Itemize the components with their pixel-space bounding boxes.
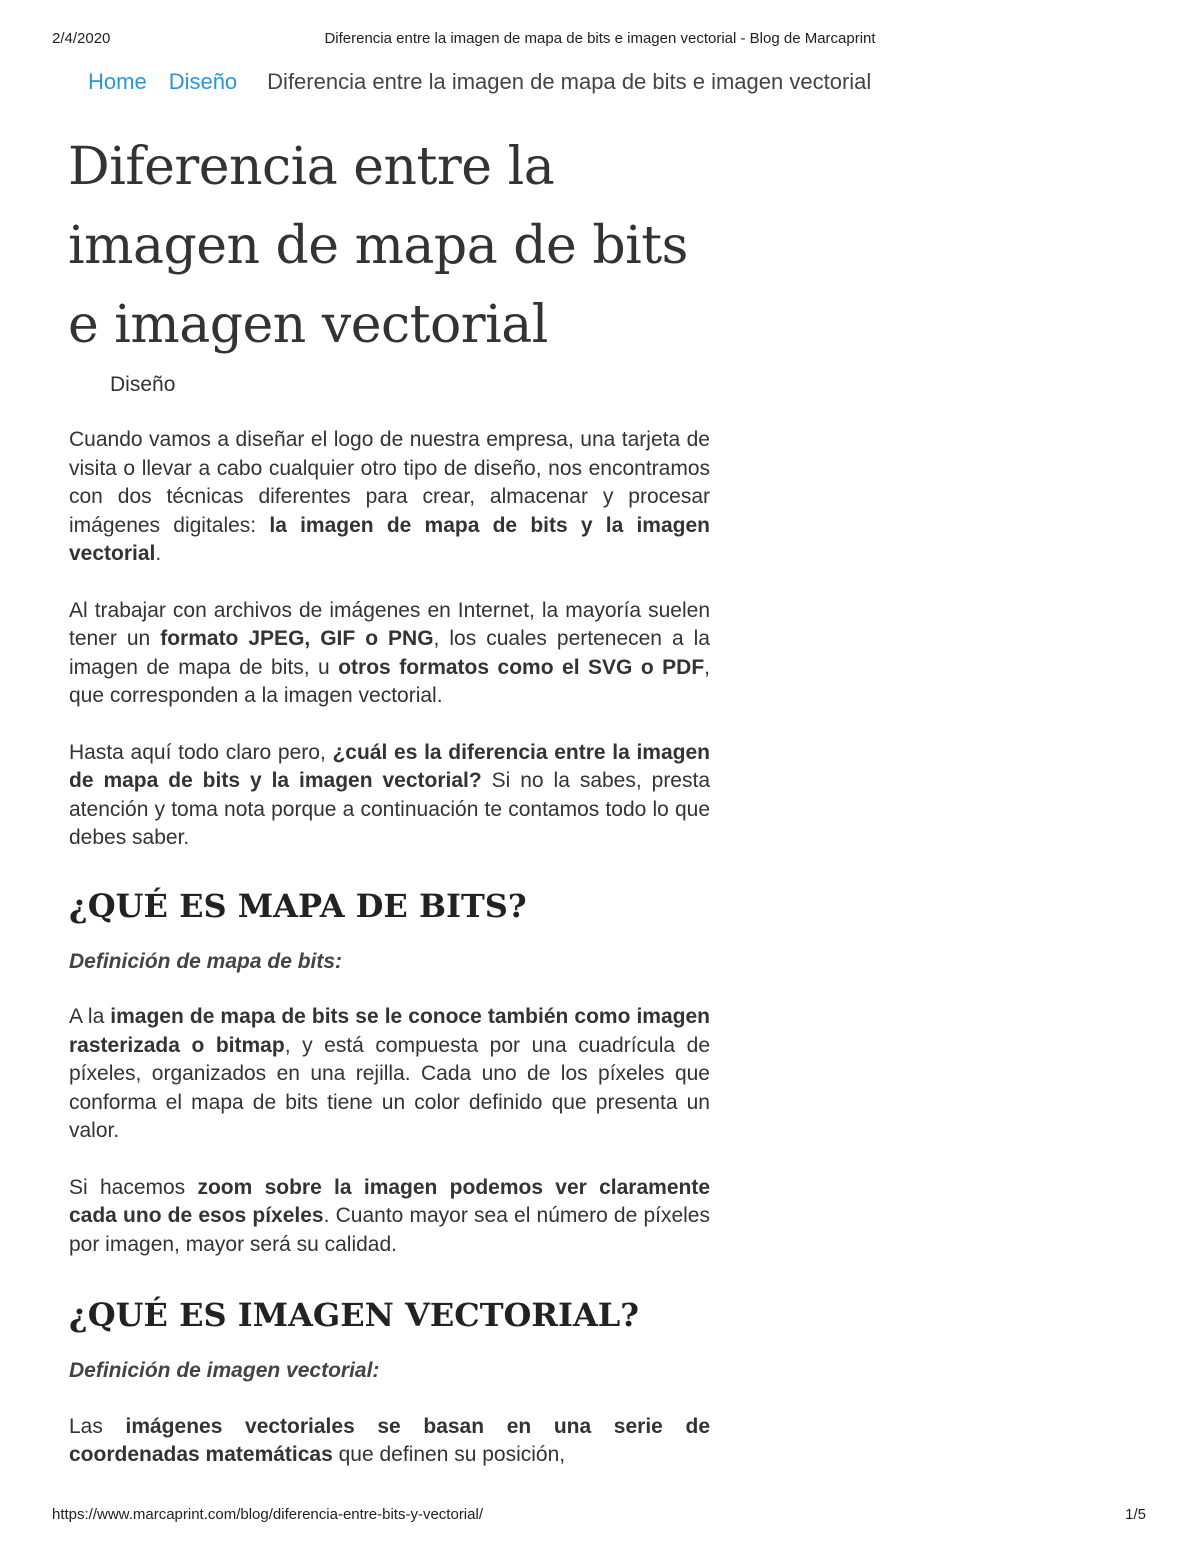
heading-vector: ¿QUÉ ES IMAGEN VECTORIAL?	[69, 1296, 640, 1334]
print-page-title: Diferencia entre la imagen de mapa de bits e imagen vectorial - Blog de Marcaprint	[324, 30, 876, 47]
breadcrumb-category-link[interactable]: Diseño	[168, 69, 238, 94]
print-page-number: 1/5	[1125, 1506, 1146, 1523]
heading-bitmap: ¿QUÉ ES MAPA DE BITS?	[69, 886, 527, 925]
breadcrumb-current: Diferencia entre la imagen de mapa de bits e imagen vectorial	[267, 69, 872, 94]
article-category[interactable]: Diseño	[110, 373, 176, 396]
article-title-line: Diferencia entre la	[68, 137, 555, 197]
paragraph-vector-definition: Las imágenes vectoriales se basan en una serie de coordenadas matemáticas que definen su posición,	[69, 1414, 710, 1466]
article-title	[68, 128, 728, 365]
paragraph-intro: Cuando vamos a diseñar el logo de nuestra empresa, una tarjeta de visita o llevar a cabo cualquier otro tipo de diseño, nos encontramos con dos técnicas diferentes para crear, almacenar y procesar imágenes digitales: la imagen de mapa de bits y la imagen vectorial.	[69, 428, 710, 565]
paragraph-question: Hasta aquí todo claro pero, ¿cuál es la diferencia entre la imagen de mapa de bits y la imagen vectorial? Si no la sabes, presta atención y toma nota porque a continuación te contamos todo lo que debes saber.	[69, 740, 711, 849]
article-body	[69, 426, 710, 1498]
paragraph-formats: Al trabajar con archivos de imágenes en Internet, la mayoría suelen tener un formato JPEG, GIF o PNG, los cuales pertenecen a la imagen de mapa de bits, u otros formatos como el SVG o PDF, que corresponden a la imagen vectorial.	[69, 598, 710, 707]
definition-vector: Definición de imagen vectorial:	[69, 1359, 380, 1382]
print-url: https://www.marcaprint.com/blog/diferencia-entre-bits-y-vectorial/	[52, 1506, 483, 1523]
article-title-line: imagen de mapa de bits	[68, 216, 688, 276]
paragraph-bitmap-zoom: Si hacemos zoom sobre la imagen podemos ver claramente cada uno de esos píxeles. Cuanto mayor sea el número de píxeles por imagen, mayor será su calidad.	[69, 1175, 710, 1256]
breadcrumb-separator	[237, 69, 267, 95]
breadcrumb	[88, 69, 871, 95]
breadcrumb-separator	[147, 69, 169, 95]
article-title-line: e imagen vectorial	[68, 295, 548, 355]
print-date: 2/4/2020	[52, 30, 111, 47]
definition-bitmap: Definición de mapa de bits:	[69, 949, 343, 973]
paragraph-bitmap-definition: A la imagen de mapa de bits se le conoce también como imagen rasterizada o bitmap, y está compuesta por una cuadrícula de píxeles, organizados en una rejilla. Cada uno de los píxeles que conforma el mapa de bits tiene un color definido que presenta un valor.	[69, 1005, 710, 1142]
breadcrumb-home-link[interactable]: Home	[88, 69, 147, 94]
